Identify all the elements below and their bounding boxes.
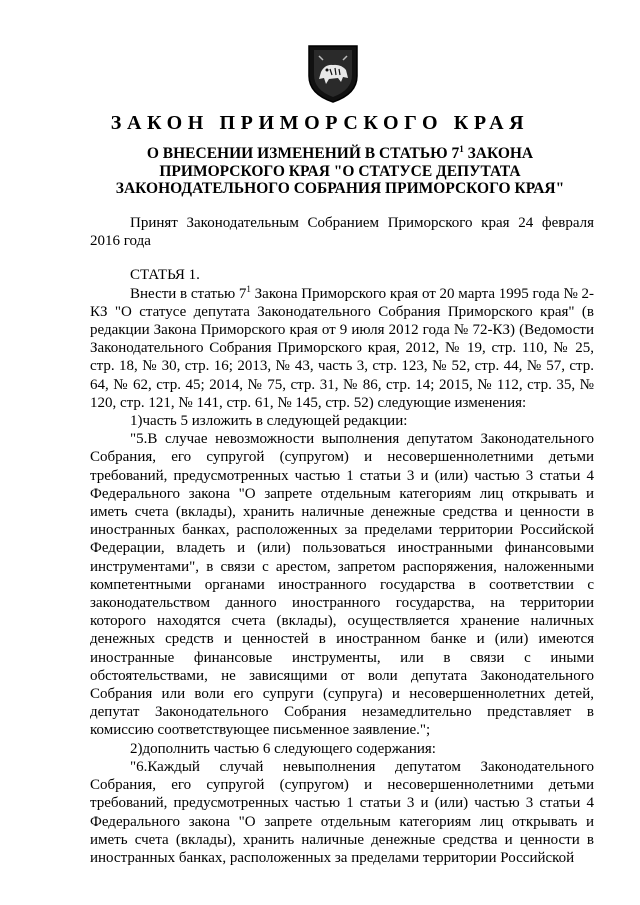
article-intro: Внести в статью $7^1$ Закона Приморского края от 20 марта 1995 года № 2-КЗ "О статусе депутата Законодательного Собрания Приморского края" (в редакции Закона Приморского края от 9 июля 2012 года № 72-КЗ) (Ведомости Законодательного Собрания Приморского края, 2012, № 19, стр. 110, № 25, стр. 18, № 30, стр. 16; 2013, № 43, часть 3, стр. 123, № 52, стр. 44, № 57, стр. 64, № 62, стр. 45; 2014, № 75, стр. 31, № 86, стр. 14; 2015, № 112, стр. 35, № 120, стр. 121, № 141, стр. 61, № 145, стр. 52) следующие изменения:	[90, 283, 594, 411]
article-heading: СТАТЬЯ 1.	[130, 267, 200, 284]
adopted-note: Принят Законодательным Собранием Приморского края 24 февраля 2016 года	[90, 215, 594, 250]
law-title: ЗАКОН ПРИМОРСКОГО КРАЯ	[110, 112, 530, 134]
law-subtitle	[90, 145, 590, 198]
item-1-heading: 1)часть 5 изложить в следующей редакции:	[130, 413, 408, 430]
primorye-coat-of-arms-icon	[305, 42, 361, 104]
subtitle-line-3: ЗАКОНОДАТЕЛЬНОГО СОБРАНИЯ ПРИМОРСКОГО КРАЯ"	[115, 180, 565, 197]
subtitle-line-1: О ВНЕСЕНИИ ИЗМЕНЕНИЙ В СТАТЬЮ $7^1$ ЗАКОНА	[146, 144, 534, 162]
item-1-text: "5.В случае невозможности выполнения депутатом Законодательного Собрания, его супругой (супругом) и несовершеннолетними детьми требований, предусмотренных частью 1 статьи 3 и (или) частью 3 статьи 4 Федерального закона "О запрете отдельным категориям лиц открывать и иметь счета (вклады), хранить наличные денежные средства и ценности в иностранных банках, расположенных за пределами территории Российской Федерации, владеть и (или) пользоваться иностранными финансовыми инструментами", в связи с арестом, запретом распоряжения, наложенными компетентными органами иностранного государства в соответствии с законодательством данного иностранного государства, на территории которого находятся счета (вклады), осуществляется хранение наличных денежных средств и ценностей в иностранном банке и (или) имеются иностранные финансовые инструменты, или в связи с иными обстоятельствами, не зависящими от воли депутата Законодательного Собрания или воли его супруги (супруга) и несовершеннолетних детей, депутат Законодательного Собрания незамедлительно представляет в комиссию соответствующее письменное заявление.";	[90, 431, 594, 739]
law-body	[90, 214, 594, 867]
item-2-heading: 2)дополнить частью 6 следующего содержания:	[130, 740, 436, 757]
subtitle-line-2: ПРИМОРСКОГО КРАЯ "О СТАТУСЕ ДЕПУТАТА	[159, 162, 521, 180]
item-2-text: "6.Каждый случай невыполнения депутатом Законодательного Собрания, его супругой (супругом) и несовершеннолетними детьми требований, предусмотренных частью 1 статьи 3 и (или) частью 3 статьи 4 Федерального закона "О запрете отдельным категориям лиц открывать и иметь счета (вклады), хранить наличные денежные средства и ценности в иностранных банках, расположенных за пределами территории Российской	[90, 758, 594, 866]
